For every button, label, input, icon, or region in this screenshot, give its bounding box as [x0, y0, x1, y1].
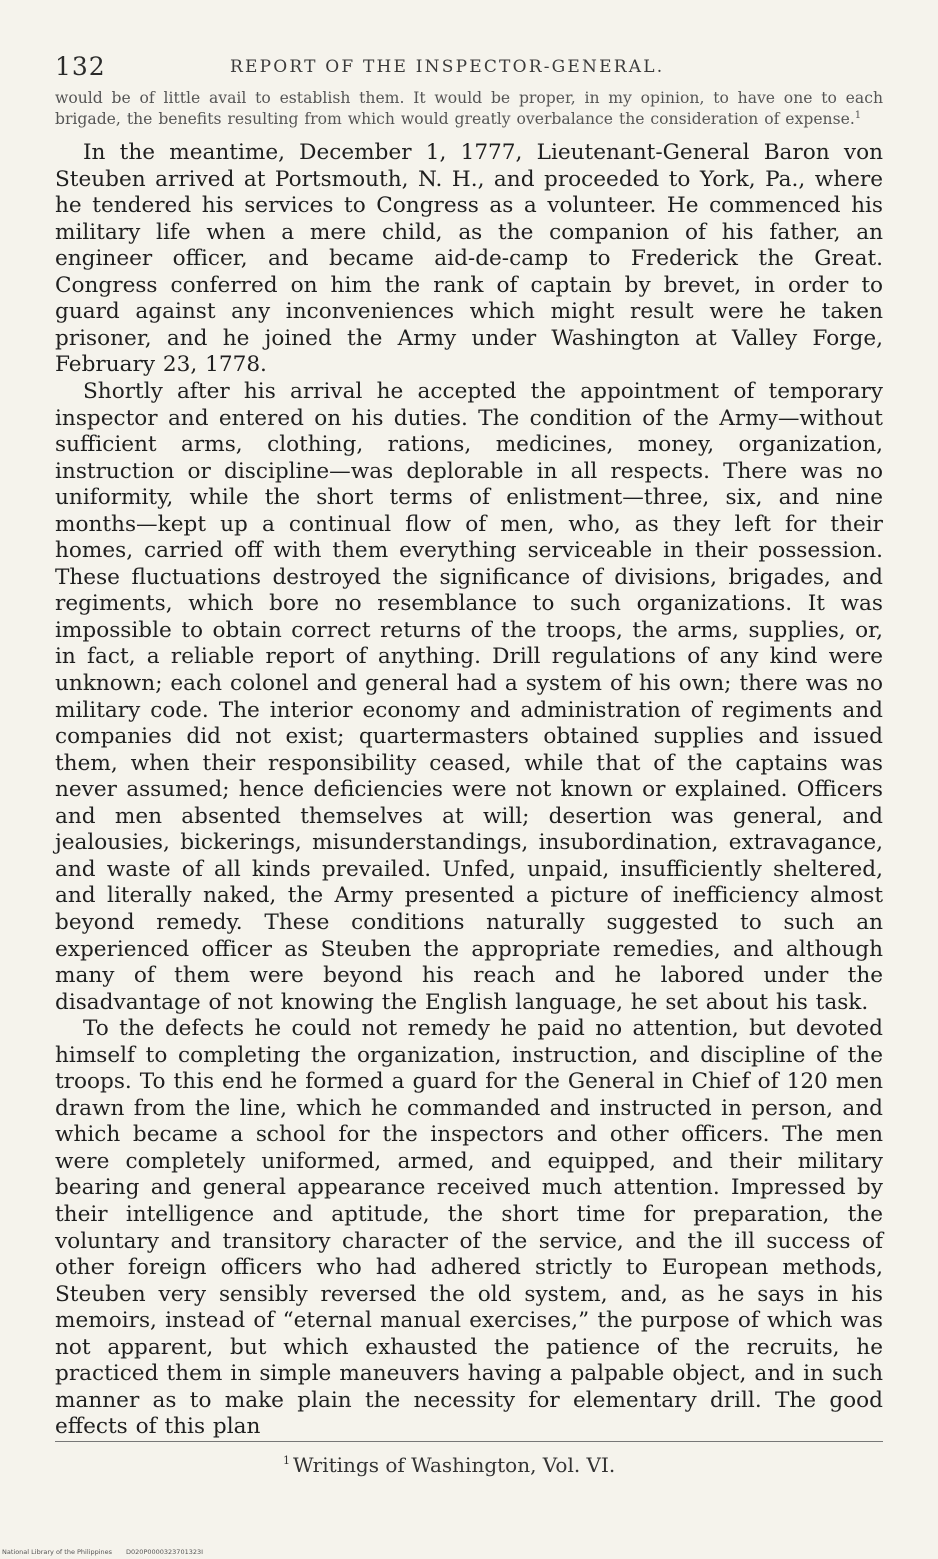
footnote-text: Writings of Washington, Vol. VI.: [293, 1453, 616, 1477]
body-text: [55, 88, 883, 1441]
scan-watermark: [2, 1548, 203, 1556]
footnote-divider: [55, 1441, 883, 1442]
footnote-reference: 1: [854, 109, 862, 121]
continuation-text: would be of little avail to establish them. It would be proper, in my opinion, to have one to each brigade, the benefits resulting from which would greatly overbalance the consideration of expense.: [55, 89, 883, 129]
page-header: [55, 52, 885, 86]
page-number: 132: [55, 52, 106, 81]
watermark-library: National Library of the Philippines: [2, 1548, 113, 1556]
footnote: [283, 1453, 683, 1477]
paragraph-army-condition: Shortly after his arrival he accepted the appointment of temporary inspector and entered on his duties. The condition of the Army—without sufficient arms, clothing, rations, medicines, money, organization, instruction or discipline—was deplorable in all respects. There was no uniformity, while the short terms of enlistment—three, six, and nine months—kept up a continual flow of men, who, as they left for their homes, carried off with them everything serviceable in their possession. These fluctuations destroyed the significance of divisions, brigades, and regiments, which bore no resemblance to such organizations. It was impossible to obtain correct returns of the troops, the arms, supplies, or, in fact, a reliable report of anything. Drill regulations of any kind were unknown; each colonel and general had a system of his own; there was no military code. The interior economy and administration of regiments and companies did not exist; quartermasters obtained supplies and issued them, when their responsibility ceased, while that of the captains was never assumed; hence deficiencies were not known or explained. Officers and men absented themselves at will; desertion was general, and jealousies, bickerings, misunderstandings, insubordination, extravagance, and waste of all kinds prevailed. Unfed, unpaid, insufficiently sheltered, and literally naked, the Army presented a picture of inefficiency almost beyond remedy. These conditions naturally suggested to such an experienced officer as Steuben the appropriate remedies, and although many of them were beyond his reach and he labored under the disadvantage of not knowing the English language, he set about his task.: [55, 379, 883, 1015]
watermark-identifier: D020P0000323701323I: [126, 1548, 204, 1556]
continuation-paragraph: [55, 88, 883, 130]
running-head: REPORT OF THE INSPECTOR-GENERAL.: [230, 57, 665, 77]
paragraph-steuben-arrival: In the meantime, December 1, 1777, Lieutenant-General Baron von Steuben arrived at Portsmouth, N. H., and proceeded to York, Pa., where he tendered his services to Congress as a volunteer. He commenced his military life when a mere child, as the companion of his father, an engineer officer, and became aid-de-camp to Frederick the Great. Congress conferred on him the rank of captain by brevet, in order to guard against any inconveniences which might result were he taken prisoner, and he joined the Army under Washington at Valley Forge, February 23, 1778.: [55, 140, 883, 378]
footnote-marker: 1: [283, 1454, 290, 1468]
paragraph-steuben-reforms: To the defects he could not remedy he paid no attention, but devoted himself to completing the organization, instruction, and discipline of the troops. To this end he formed a guard for the General in Chief of 120 men drawn from the line, which he commanded and instructed in person, and which became a school for the inspectors and other officers. The men were completely uniformed, armed, and equipped, and their military bearing and general appearance received much attention. Impressed by their intelligence and aptitude, the short time for preparation, the voluntary and transitory character of the service, and the ill success of other foreign officers who had adhered strictly to European methods, Steuben very sensibly reversed the old system, and, as he says in his memoirs, instead of “eternal manual exercises,” the purpose of which was not apparent, but which exhausted the patience of the recruits, he practiced them in simple maneuvers having a palpable object, and in such manner as to make plain the necessity for elementary drill. The good effects of this plan: [55, 1016, 883, 1440]
